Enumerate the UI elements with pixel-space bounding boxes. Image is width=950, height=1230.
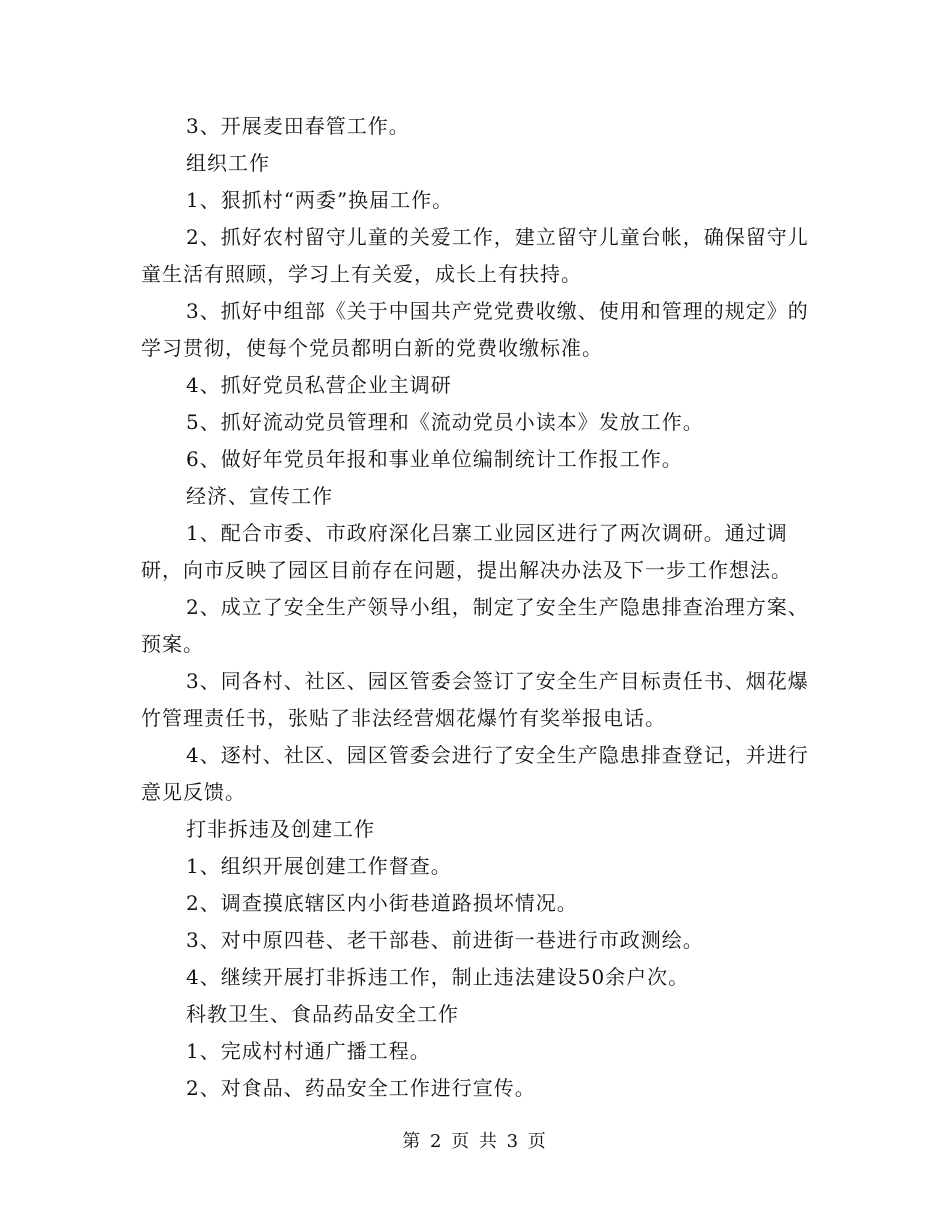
- item-paragraph: 3、抓好中组部《关于中国共产党党费收缴、使用和管理的规定》的学习贯彻，使每个党员都明白新的党费收缴标准。: [141, 299, 809, 360]
- section-heading: 经济、宣传工作: [186, 484, 333, 508]
- item-paragraph: 4、抓好党员私营企业主调研: [186, 373, 452, 397]
- item-paragraph: 2、对食品、药品安全工作进行宣传。: [186, 1076, 536, 1100]
- item-paragraph: 1、狠抓村“两委”换届工作。: [186, 188, 454, 212]
- item-paragraph: 1、配合市委、市政府深化吕寨工业园区进行了两次调研。通过调研，向市反映了园区目前存在问题，提出解决办法及下一步工作想法。: [141, 521, 792, 582]
- section-heading: 科教卫生、食品药品安全工作: [186, 1002, 459, 1026]
- document-body: [141, 108, 821, 1107]
- item-paragraph: 4、逐村、社区、园区管委会进行了安全生产隐患排查登记，并进行意见反馈。: [141, 743, 809, 804]
- item-paragraph: 6、做好年党员年报和事业单位编制统计工作报工作。: [186, 447, 683, 471]
- item-paragraph: 3、开展麦田春管工作。: [186, 114, 410, 138]
- item-paragraph: 4、继续开展打非拆违工作，制止违法建设50余户次。: [186, 965, 690, 989]
- page-number-footer: 第 2 页 共 3 页: [402, 1131, 548, 1152]
- item-paragraph: 3、同各村、社区、园区管委会签订了安全生产目标责任书、烟花爆竹管理责任书，张贴了非法经营烟花爆竹有奖举报电话。: [141, 669, 809, 730]
- item-paragraph: 5、抓好流动党员管理和《流动党员小读本》发放工作。: [186, 410, 704, 434]
- item-paragraph: 3、对中原四巷、老干部巷、前进街一巷进行市政测绘。: [186, 928, 704, 952]
- item-paragraph: 1、组织开展创建工作督查。: [186, 854, 452, 878]
- section-heading: 打非拆违及创建工作: [186, 817, 375, 841]
- item-paragraph: 2、调查摸底辖区内小街巷道路损坏情况。: [186, 891, 578, 915]
- item-paragraph: 1、完成村村通广播工程。: [186, 1039, 431, 1063]
- item-paragraph: 2、抓好农村留守儿童的关爱工作，建立留守儿童台帐，确保留守儿童生活有照顾，学习上有关爱，成长上有扶持。: [141, 225, 809, 286]
- section-heading: 组织工作: [186, 151, 270, 175]
- item-paragraph: 2、成立了安全生产领导小组，制定了安全生产隐患排查治理方案、预案。: [141, 595, 809, 656]
